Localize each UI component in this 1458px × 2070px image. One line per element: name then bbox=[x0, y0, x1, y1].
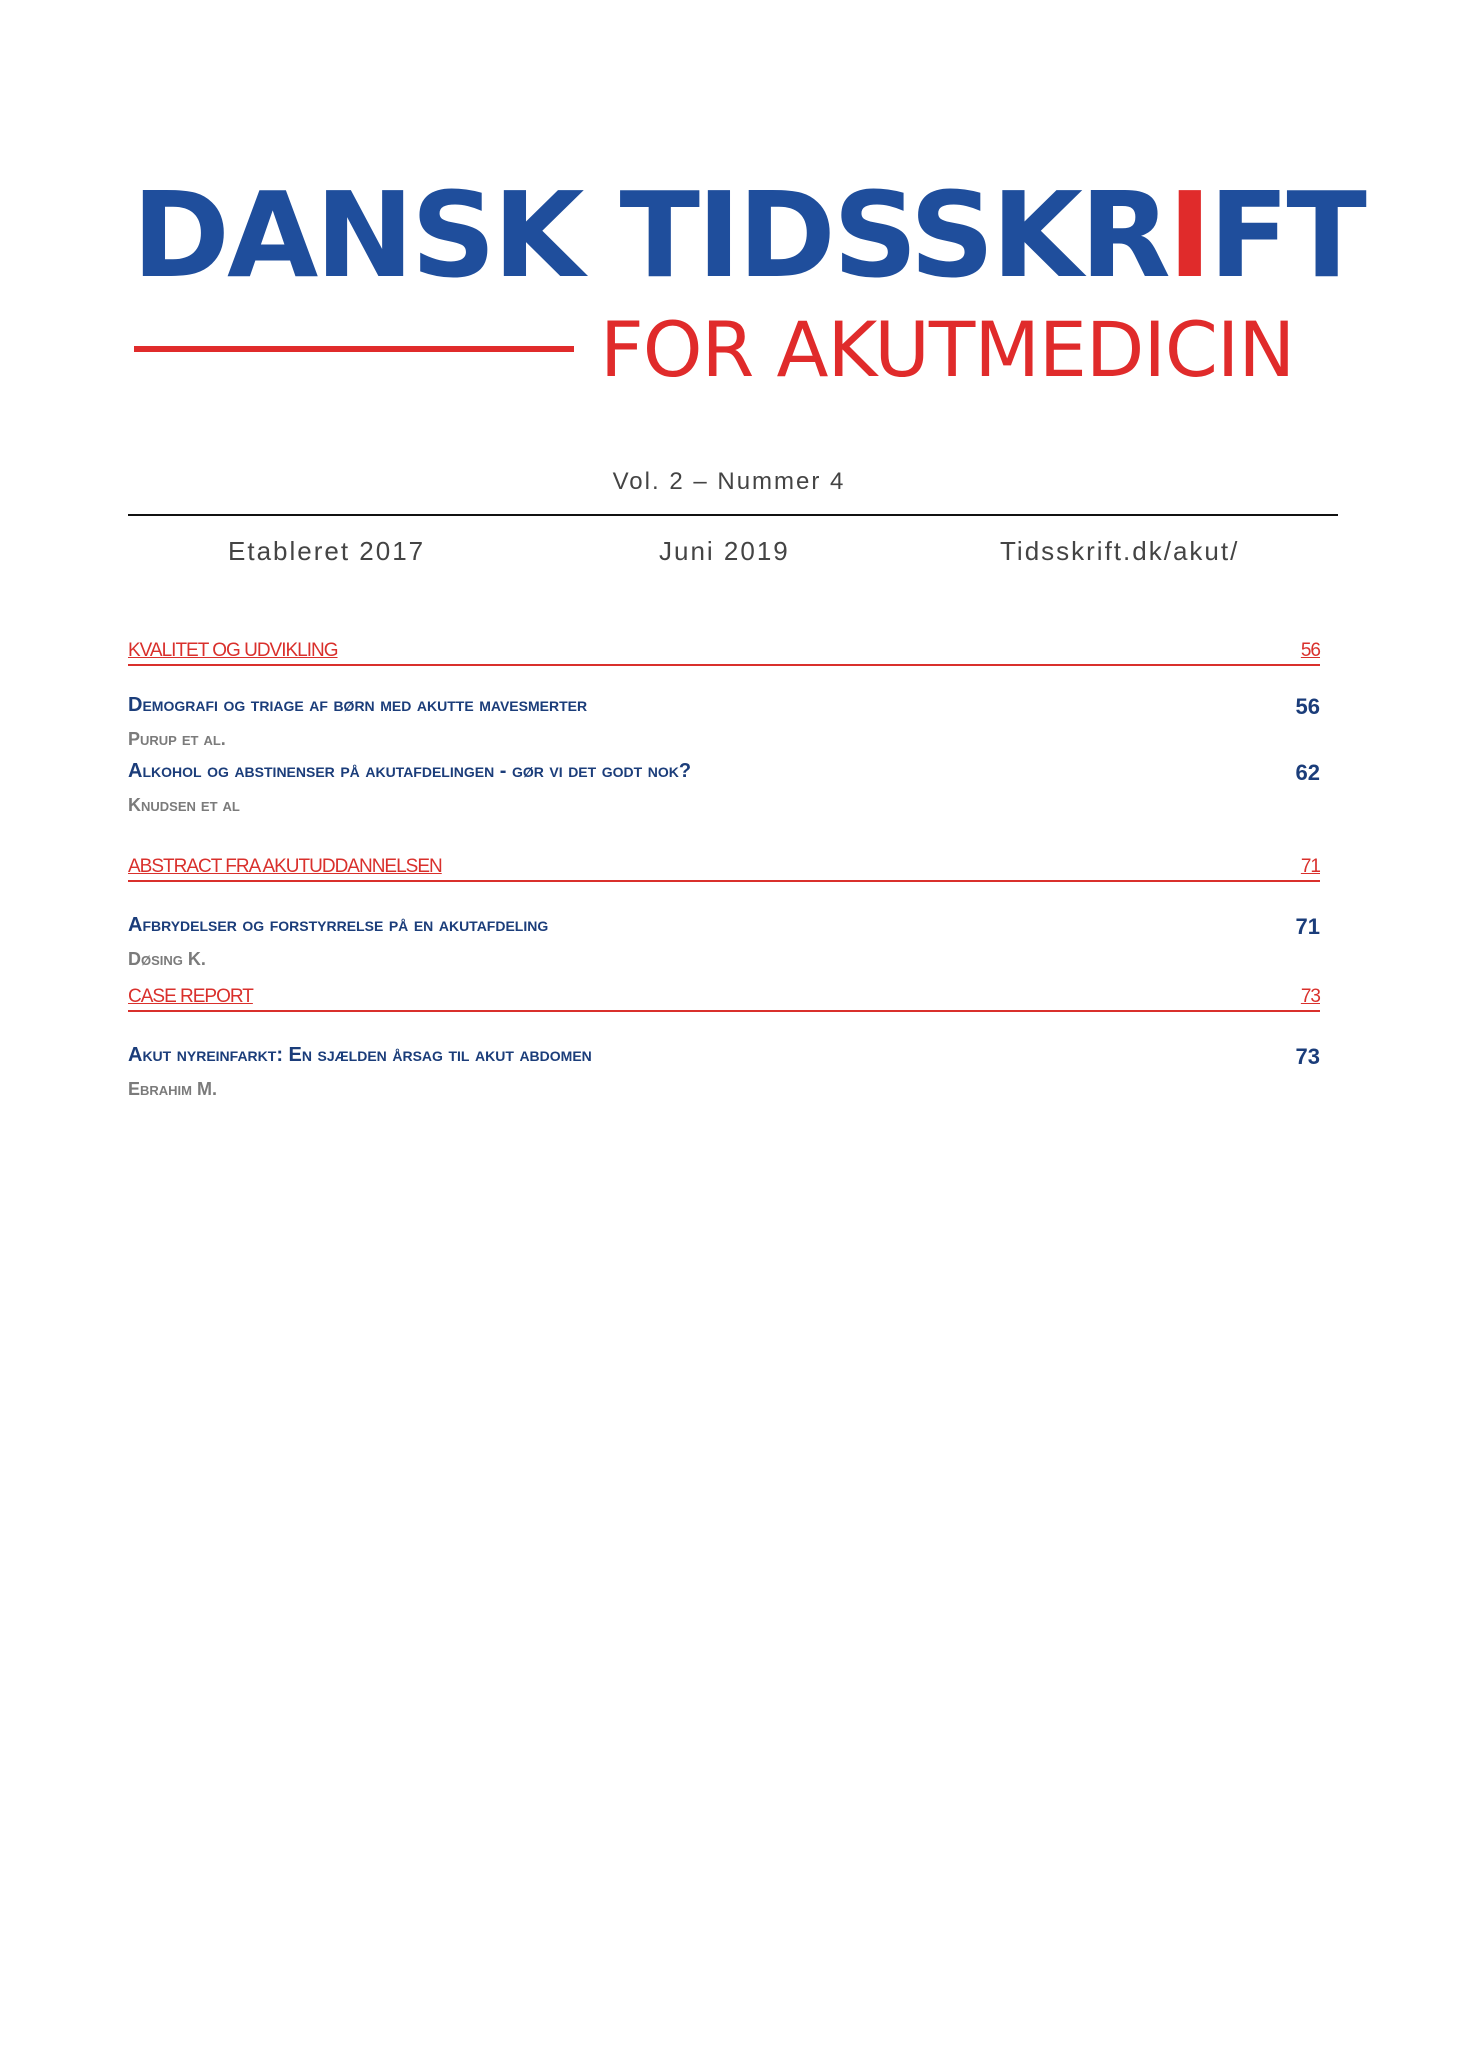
toc-section-kvalitet bbox=[128, 634, 1320, 826]
article-author: Ebrahim M. bbox=[128, 1079, 217, 1099]
journal-masthead bbox=[132, 166, 1364, 400]
section-title[interactable]: KVALITET OG UDVIKLING bbox=[128, 640, 338, 661]
article-author: Døsing K. bbox=[128, 949, 206, 969]
table-of-contents bbox=[128, 634, 1320, 1110]
toc-section-abstract bbox=[128, 850, 1320, 980]
section-header[interactable] bbox=[128, 980, 1320, 1012]
section-page[interactable]: 71 bbox=[1300, 856, 1320, 877]
journal-title bbox=[132, 166, 1364, 304]
article-title[interactable]: Demografi og triage af børn med akutte mavesmerter bbox=[128, 694, 588, 716]
toc-entry[interactable] bbox=[128, 1044, 1320, 1110]
journal-subtitle: FOR AKUTMEDICIN bbox=[600, 305, 1295, 394]
section-header[interactable] bbox=[128, 850, 1320, 882]
article-title[interactable]: Afbrydelser og forstyrrelse på en akutafdeling bbox=[128, 914, 549, 936]
established-year: Etableret 2017 bbox=[228, 536, 426, 566]
toc-section-case-report bbox=[128, 980, 1320, 1110]
toc-entry[interactable] bbox=[128, 914, 1320, 980]
header-divider bbox=[128, 514, 1338, 516]
article-title[interactable]: Alkohol og abstinenser på akutafdelingen - gør vi det godt nok? bbox=[128, 760, 692, 782]
article-page[interactable]: 62 bbox=[1295, 760, 1320, 785]
section-title[interactable]: CASE REPORT bbox=[128, 986, 253, 1007]
section-page[interactable]: 73 bbox=[1300, 986, 1320, 1007]
issue-date: Juni 2019 bbox=[659, 536, 790, 566]
website-link[interactable]: Tidsskrift.dk/akut/ bbox=[1000, 536, 1240, 566]
journal-title-part1: DANSK TIDSSKR bbox=[132, 166, 1168, 304]
article-author: Purup et al. bbox=[128, 729, 226, 749]
article-page[interactable]: 73 bbox=[1295, 1044, 1320, 1069]
issue-volume: Vol. 2 – Nummer 4 bbox=[612, 468, 846, 495]
article-page[interactable]: 56 bbox=[1295, 694, 1320, 719]
toc-entry[interactable] bbox=[128, 694, 1320, 760]
article-title[interactable]: Akut nyreinfarkt: En sjælden årsag til akut abdomen bbox=[128, 1044, 592, 1066]
masthead-divider bbox=[134, 346, 574, 352]
section-page[interactable]: 56 bbox=[1300, 640, 1320, 661]
journal-title-accent-letter: I bbox=[1167, 166, 1209, 304]
article-author: Knudsen et al bbox=[128, 795, 240, 815]
toc-entry[interactable] bbox=[128, 760, 1320, 826]
section-title[interactable]: ABSTRACT FRA AKUTUDDANNELSEN bbox=[128, 856, 442, 877]
article-page[interactable]: 71 bbox=[1295, 914, 1320, 939]
journal-title-part2: FT bbox=[1208, 166, 1364, 304]
section-header[interactable] bbox=[128, 634, 1320, 666]
